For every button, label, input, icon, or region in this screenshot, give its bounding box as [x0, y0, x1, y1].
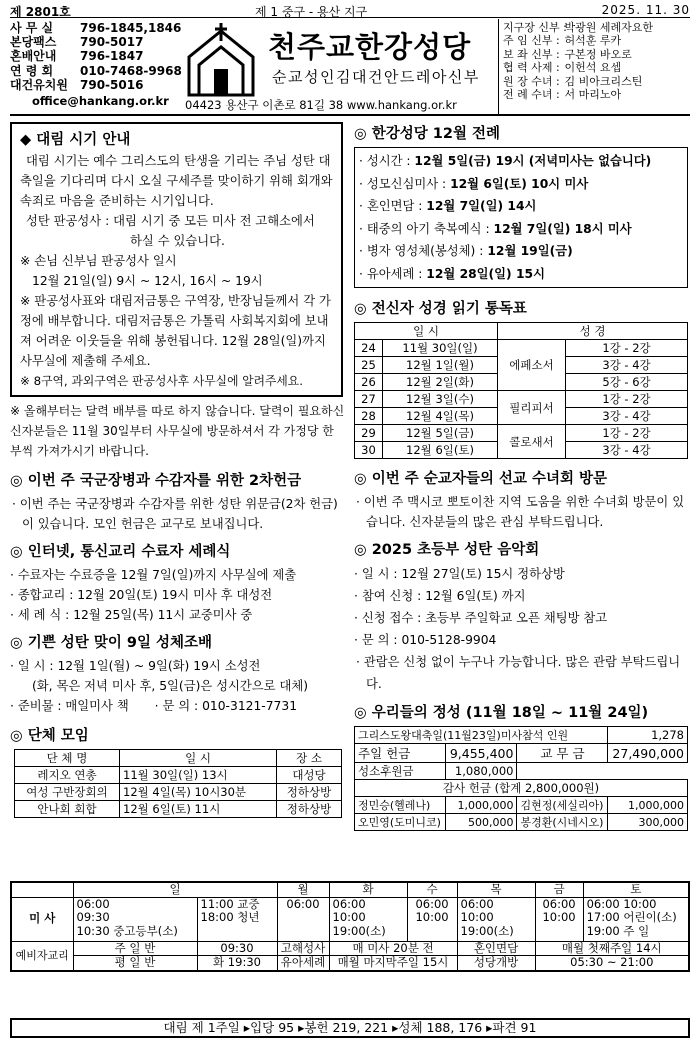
sunday-mass-b: 11:00 교중 18:00 청년: [197, 897, 277, 941]
table-row: 레지오 연총 11월 30일(일) 13시 대성당: [15, 767, 342, 784]
concert-item: · 참여 신청 : 12월 6일(토) 까지: [354, 589, 526, 603]
right-column: [354, 122, 692, 831]
adoration-prep: · 준비물 : 매일미사 책: [10, 699, 129, 713]
calendar-notice: ※ 올해부터는 달력 배부를 따로 하지 않습니다. 달력이 필요하신 신자분들은 11월 30일부터 사무실에 방문하셔서 각 가정당 한 부씩 가져가시기 바랍니다.: [10, 404, 345, 458]
guest-priest-time: 12월 21일(일) 9시 ~ 12시, 16시 ~ 19시: [32, 274, 263, 288]
concert-item: · 일 시 : 12월 27일(토) 15시 정하상방: [354, 567, 565, 581]
staff-row: 보 좌 신부 : 구본정 바오로: [503, 47, 632, 61]
table-row: 29 12월 5일(금) 콜로새서 1강 - 2강: [355, 425, 688, 442]
concert-item: · 문 의 : 010-5128-9904: [354, 633, 497, 647]
advent-notice: [10, 122, 343, 397]
issue-date: 2025. 11. 30: [601, 3, 690, 17]
table-row: [355, 780, 688, 797]
tuesday-mass: 06:00 10:00 19:00(소): [329, 897, 407, 941]
issue-number: 제 2801호: [10, 5, 71, 19]
staff-row: 주 임 신부 : 허석훈 루카: [503, 34, 622, 48]
table-row: 30 12월 6일(토) 3강 - 4강: [355, 442, 688, 459]
adoration-inquiry: · 문 의 : 010-3121-7731: [154, 699, 298, 713]
contact-row: 사 무 실 796-1845,1846: [10, 21, 182, 35]
day-header: 월: [277, 882, 329, 897]
church-name: 천주교한강성당: [268, 30, 472, 64]
bulletin-header: [10, 19, 690, 116]
table-row: 26 12월 2일(화) 5강 - 6강: [355, 374, 688, 391]
book-name: 필리피서: [498, 391, 566, 425]
table-header-row: [355, 323, 688, 340]
day-header: 목: [457, 882, 535, 897]
column-header: 일 시: [355, 323, 498, 340]
baptism-item: · 세 례 식 : 12월 25일(목) 11시 교중미사 중: [10, 608, 253, 622]
december-box: [354, 147, 688, 288]
baptism-section: [10, 540, 345, 625]
mass-schedule: [10, 881, 690, 972]
day-header: 토: [583, 882, 689, 897]
wednesday-mass: 06:00 10:00: [407, 897, 457, 941]
contact-row: 본당팩스 790-5017: [10, 35, 144, 50]
army-text: · 이번 주는 국군장병과 수감자를 위한 성탄 위문금(2차 헌금)이 있습니다. 모인 헌금은 교구로 보내집니다.: [12, 497, 338, 531]
liturgy-item: · 혼인면담 : 12월 7일(일) 14시: [359, 199, 537, 213]
contact-row: 혼배안내 796-1847: [10, 49, 144, 64]
bible-table: [354, 322, 688, 459]
liturgy-item: · 성시간 : 12월 5일(금) 19시 (저녁미사는 없습니다): [359, 154, 652, 168]
adoration-extra: [10, 696, 345, 716]
book-name: 콜로새서: [498, 425, 566, 459]
concert-item: · 관람은 신청 없이 누구나 가능합니다. 많은 관람 부탁드립니다.: [356, 655, 681, 691]
friday-mass: 06:00 10:00: [535, 897, 583, 941]
sunday-mass-a: 06:00 09:30 10:30 중고등부(소): [73, 897, 197, 941]
day-header: 금: [535, 882, 583, 897]
advent-intro: 대림 시기는 예수 그리스도의 탄생을 기리는 주님 성탄 대축일을 기다리며 다시 오실 구세주를 맞이하기 위해 회개와 속죄로 마음을 준비하는 시기입니다.: [20, 154, 333, 208]
confession-info-cont: 하실 수 있습니다.: [130, 234, 225, 248]
guest-priest-title: ※ 손님 신부님 판공성사 일시: [20, 254, 177, 268]
catechism-label: 예비자교리: [11, 941, 73, 971]
column-header: 단 체 명: [15, 750, 120, 767]
offering-section: [354, 701, 692, 831]
mission-section: [354, 467, 692, 532]
baptism-title: ◎ 인터넷, 통신교리 수료자 세례식: [10, 544, 231, 560]
mass-days-row: [11, 882, 689, 897]
column-header: 일 시: [120, 750, 277, 767]
church-logo: [185, 23, 257, 97]
church-patron: 순교성인김대건안드레아신부: [272, 68, 480, 86]
army-offering-section: [10, 469, 345, 534]
mass-label: 미 사: [11, 897, 73, 941]
staff-row: 원 장 수녀 : 김 비아크리스틴: [503, 74, 643, 88]
contact-row: 연 령 회 010-7468-9968: [10, 63, 182, 78]
december-title: ◎ 한강성당 12월 전례: [354, 126, 501, 142]
day-header: 수: [407, 882, 457, 897]
bible-title: ◎ 전신자 성경 읽기 통독표: [354, 301, 527, 317]
liturgy-item: · 유아세례 : 12월 28일(일) 15시: [359, 266, 545, 281]
staff-row: 협 력 사제 : 이헌석 요셉: [503, 61, 622, 75]
adoration-time: · 일 시 : 12월 1일(월) ~ 9일(화) 19시 소성전: [10, 659, 261, 673]
mission-title: ◎ 이번 주 순교자들의 선교 수녀회 방문: [354, 471, 608, 487]
catechism-row: 평 일 반 화 19:30 유아세례 매월 마지막주일 15시 성당개방 05:30 ~ 21:00: [11, 956, 689, 971]
liturgy-item: · 태중의 아기 축복예식 : 12월 7일(일) 18시 미사: [359, 221, 632, 236]
offering-table: [354, 726, 688, 831]
contact-list: [10, 21, 182, 108]
day-header: 일: [73, 882, 277, 897]
staff-list: [503, 21, 693, 101]
table-row: 24 11월 30일(일) 에페소서 1강 - 2강: [355, 340, 688, 357]
groups-section: [10, 724, 345, 818]
adoration-section: [10, 631, 345, 716]
table-row: 27 12월 3일(수) 필리피서 1강 - 2강: [355, 391, 688, 408]
contact-row: 대건유치원 790-5016: [10, 77, 144, 92]
table-row: 주일 헌금 9,455,400 교 무 금 27,490,000: [355, 744, 688, 763]
baptism-item: · 수료자는 수료증을 12월 7일(일)까지 사무실에 제출: [10, 568, 297, 582]
baptism-item: · 종합교리 : 12월 20일(토) 19시 미사 후 대성전: [10, 588, 273, 602]
mass-table: [10, 881, 690, 972]
offering-title: ◎ 우리들의 정성 (11월 18일 ~ 11월 24일): [354, 705, 649, 721]
concert-section: [354, 538, 692, 695]
book-name: 에페소서: [498, 340, 566, 391]
catechism-row: 예비자교리 주 일 반 09:30 고해성사 매 미사 20분 전 혼인면담 매월 첫째주일 14시: [11, 941, 689, 956]
liturgy-item: · 병자 영성체(봉성체) : 12월 19일(금): [359, 244, 573, 258]
zone-notice: ※ 8구역, 과외구역은 판공성사후 사무실에 알려주세요.: [20, 374, 303, 388]
attendance-value: 1,278: [608, 727, 688, 744]
mass-times-row: [11, 897, 689, 941]
region-label: 제 1 중구 - 용산 지구: [255, 5, 368, 19]
advent-ticket-notice: ※ 판공성사표와 대림저금통은 구역장, 반장님들께서 각 가정에 배부합니다. 대림저금통은 가톨릭 사회복지회에 보내져 어려운 이웃들을 위해 봉헌됩니다. 12월 28일(일)까지 사무실에 제출해 주세요.: [20, 294, 331, 368]
adoration-note: (화, 목은 저녁 미사 후, 5일(금)은 성시간으로 대체): [32, 679, 309, 693]
table-row: 25 12월 1일(월) 3강 - 4강: [355, 357, 688, 374]
church-address: 04423 용산구 이촌로 81길 38 www.hankang.or.kr: [185, 98, 457, 112]
staff-row: 전 례 수녀 : 서 마리노아: [503, 88, 622, 102]
hymn-readings: 대림 제 1주일 ▸입당 95 ▸봉헌 219, 221 ▸성체 188, 176 ▸파견 91: [10, 1018, 690, 1038]
table-row: 여성 구반장회의 12월 4일(목) 10시30분 정하상방: [15, 784, 342, 801]
advent-title: ◆ 대림 시기 안내: [20, 132, 131, 148]
attendance-label: 그리스도왕대축일(11월23일)미사참석 인원: [355, 727, 608, 744]
concert-item: · 신청 접수 : 초등부 주일학교 오픈 채팅방 참고: [354, 611, 608, 625]
table-row: 28 12월 4일(목) 3강 - 4강: [355, 408, 688, 425]
groups-title: ◎ 단체 모임: [10, 728, 89, 744]
table-row: 성소후원금 1,080,000: [355, 763, 688, 780]
liturgy-item: · 성모신심미사 : 12월 6일(토) 10시 미사: [359, 176, 589, 191]
left-column: [10, 122, 345, 818]
saturday-mass: 06:00 10:00 17:00 어린이(소) 19:00 주 일: [583, 897, 689, 941]
groups-table: [14, 749, 342, 818]
staff-row: 지구장 신부 : 박광원 세례자요한: [503, 21, 654, 34]
header-divider: [498, 19, 499, 115]
army-title: ◎ 이번 주 국군장병과 수감자를 위한 2차헌금: [10, 473, 302, 489]
issue-bar: [10, 2, 690, 18]
day-header: 화: [329, 882, 407, 897]
table-row: 정민승(헬레나) 1,000,000 김현정(세실리아) 1,000,000: [355, 797, 688, 814]
bible-reading-section: [354, 297, 692, 459]
monday-mass: 06:00: [277, 897, 329, 941]
confession-info: 성탄 판공성사 : 대림 시기 중 모든 미사 전 고해소에서: [26, 214, 315, 228]
email-address: office@hankang.or.kr: [32, 94, 169, 108]
column-header: 성 경: [498, 323, 688, 340]
table-row: 오민영(도미니코) 500,000 봉경환(시네시오) 300,000: [355, 814, 688, 831]
adoration-title: ◎ 기쁜 성탄 맞이 9일 성체조배: [10, 635, 213, 651]
table-row: [355, 727, 688, 744]
thursday-mass: 06:00 10:00 19:00(소): [457, 897, 535, 941]
thanks-title: 감사 헌금 (합계 2,800,000원): [355, 780, 688, 797]
december-liturgy-section: [354, 122, 692, 288]
table-row: 안나회 회합 12월 6일(토) 11시 정하상방: [15, 801, 342, 818]
concert-title: ◎ 2025 초등부 성탄 음악회: [354, 542, 540, 558]
mission-text: · 이번 주 맥시코 뽀토이찬 지역 도움을 위한 수녀회 방문이 있습니다. 신자분들의 많은 관심 부탁드립니다.: [356, 495, 685, 529]
table-header-row: [15, 750, 342, 767]
column-header: 장 소: [277, 750, 342, 767]
